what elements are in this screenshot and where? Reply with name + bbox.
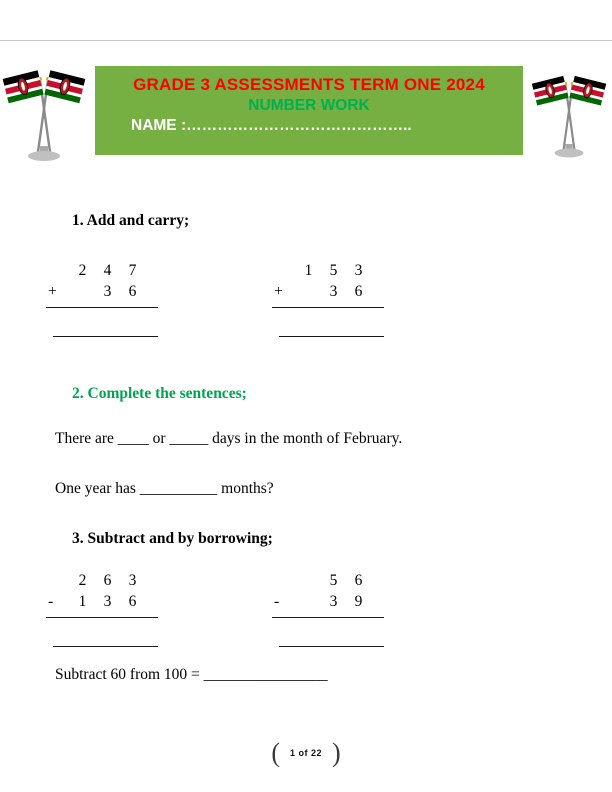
minus-operator: - <box>48 593 54 610</box>
difference-line <box>272 617 384 618</box>
digit: 6 <box>128 593 137 610</box>
footer-left-bracket: ( <box>271 737 280 768</box>
digit <box>296 591 321 612</box>
answer-line <box>53 336 158 337</box>
addition-1-bottom-row <box>46 281 166 302</box>
answer-line <box>279 336 384 337</box>
subtraction-problem-2 <box>272 570 392 647</box>
digit: 3 <box>329 283 338 300</box>
page-title: GRADE 3 ASSESSMENTS TERM ONE 2024 <box>133 75 485 94</box>
footer-right-bracket: ) <box>332 737 341 768</box>
page-subtitle: NUMBER WORK <box>248 97 370 114</box>
operator-slot <box>272 570 296 591</box>
digit: 5 <box>329 572 338 589</box>
operator-slot <box>46 260 70 281</box>
digit <box>296 570 321 591</box>
operator-slot <box>46 570 70 591</box>
digit: 5 <box>329 262 338 279</box>
digit: 1 <box>304 262 313 279</box>
digit <box>70 281 95 302</box>
digit: 7 <box>128 262 137 279</box>
subtraction-2-top-row <box>272 570 392 591</box>
page-footer <box>0 738 612 768</box>
digit: 3 <box>103 283 112 300</box>
plus-operator: + <box>274 283 283 300</box>
addition-1-top-row <box>46 260 166 281</box>
addition-2-top-row <box>272 260 392 281</box>
header-banner <box>95 66 523 155</box>
subtraction-1-top-row <box>46 570 166 591</box>
sum-line <box>272 307 384 308</box>
digit: 3 <box>329 593 338 610</box>
digit: 6 <box>128 283 137 300</box>
subtraction-2-bottom-row <box>272 591 392 612</box>
difference-line <box>46 617 158 618</box>
question-2-heading: 2. Complete the sentences; <box>72 385 247 402</box>
digit: 2 <box>78 572 87 589</box>
digit: 3 <box>354 262 363 279</box>
digit: 1 <box>78 593 87 610</box>
fill-blank-sentence-subtract: Subtract 60 from 100 = ________________ <box>55 666 328 683</box>
page-top-border <box>0 40 612 41</box>
answer-line <box>279 646 384 647</box>
kenya-flags-left-icon <box>4 66 84 166</box>
addition-problem-2 <box>272 260 392 337</box>
question-1-heading: 1. Add and carry; <box>72 212 190 229</box>
fill-blank-sentence-months: One year has __________ months? <box>55 480 274 497</box>
digit: 6 <box>354 572 363 589</box>
addition-2-bottom-row <box>272 281 392 302</box>
subtraction-1-bottom-row <box>46 591 166 612</box>
question-3-heading: 3. Subtract and by borrowing; <box>72 530 273 547</box>
page-number: 1 of 22 <box>289 748 322 758</box>
digit: 9 <box>354 593 363 610</box>
kenya-flags-right-icon <box>533 72 605 162</box>
digit: 6 <box>103 572 112 589</box>
subtraction-problem-1 <box>46 570 166 647</box>
digit: 6 <box>354 283 363 300</box>
fill-blank-sentence-february: There are ____ or _____ days in the month of February. <box>55 430 403 447</box>
digit: 3 <box>128 572 137 589</box>
minus-operator: - <box>274 593 280 610</box>
digit <box>296 281 321 302</box>
digit: 4 <box>103 262 112 279</box>
digit: 2 <box>78 262 87 279</box>
operator-slot <box>272 260 296 281</box>
digit: 3 <box>103 593 112 610</box>
name-line: NAME :…………………………………….. <box>131 117 412 134</box>
sum-line <box>46 307 158 308</box>
answer-line <box>53 646 158 647</box>
addition-problem-1 <box>46 260 166 337</box>
plus-operator: + <box>48 283 57 300</box>
